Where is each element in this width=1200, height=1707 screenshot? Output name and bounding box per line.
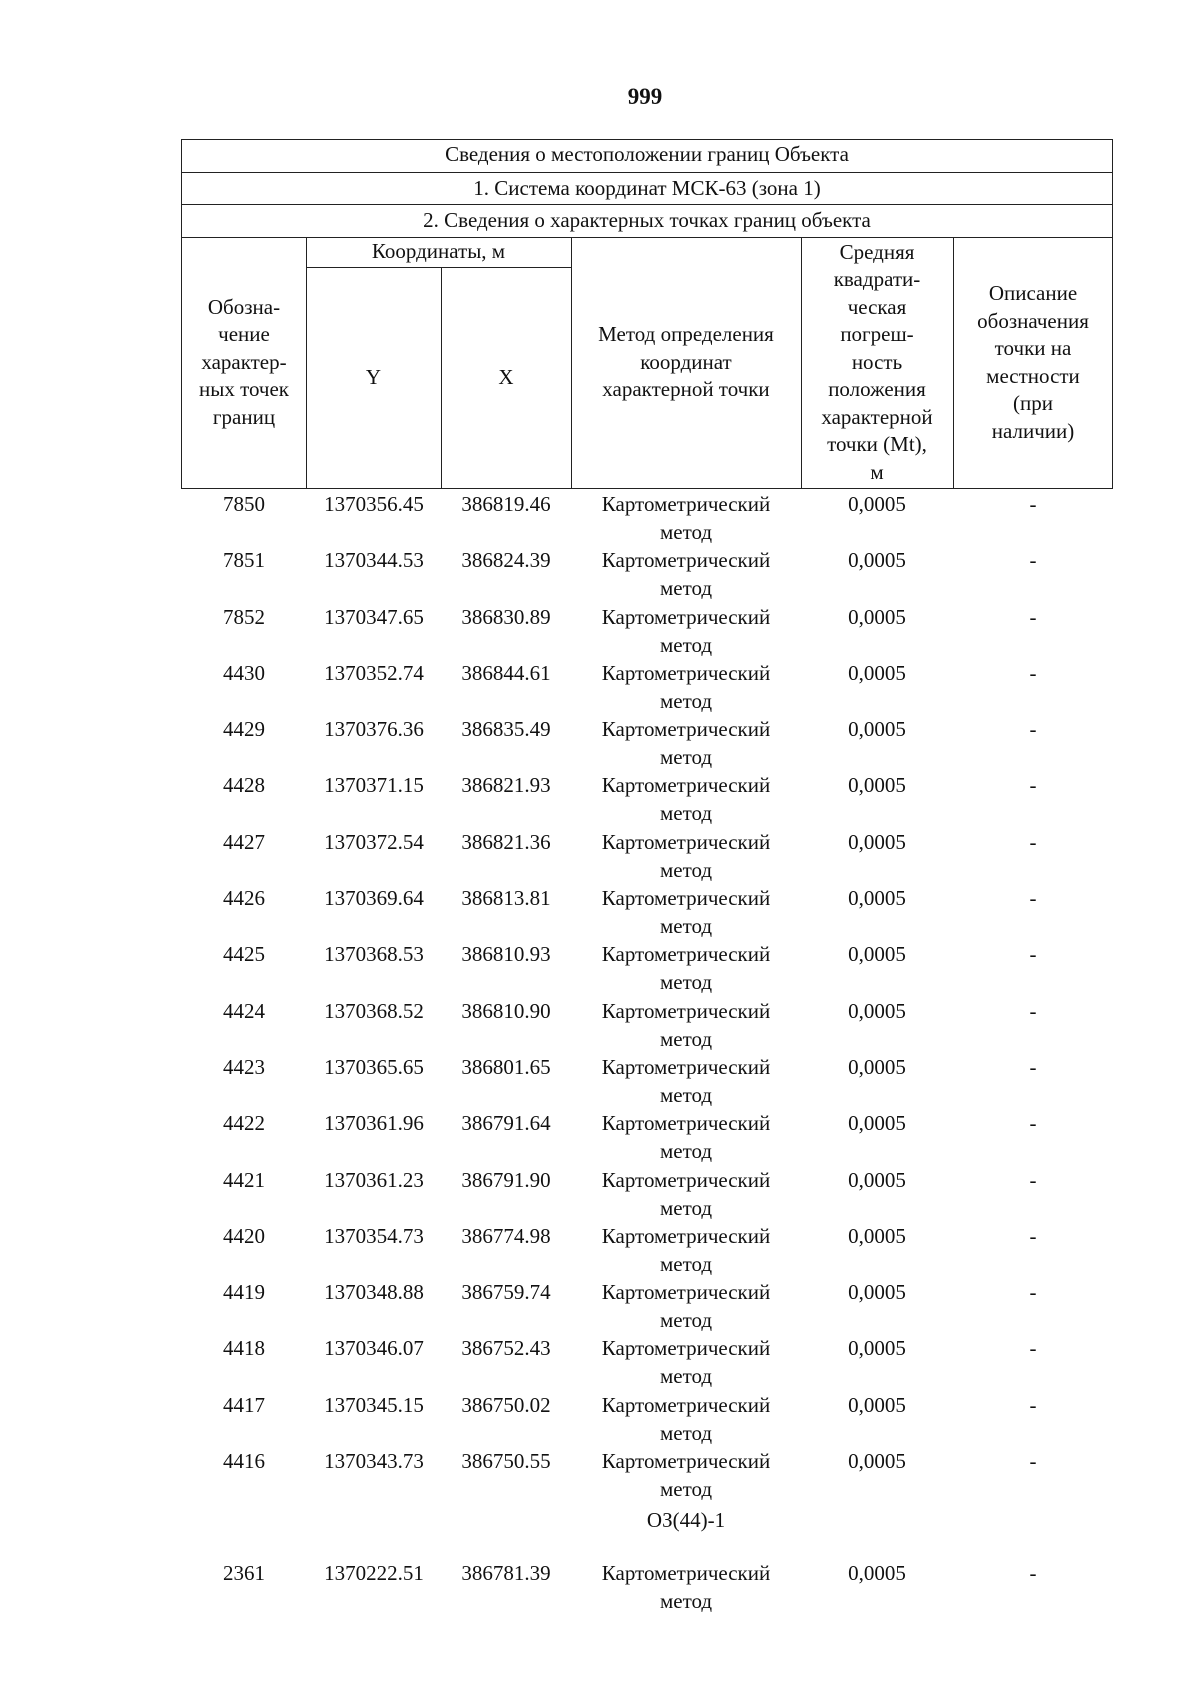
method: Картометрический метод: [601, 717, 771, 770]
description: -: [1029, 1392, 1037, 1417]
method: Картометрический метод: [601, 1223, 771, 1276]
coord-x: 386821.93: [461, 773, 551, 798]
method: Картометрический метод: [601, 1449, 771, 1502]
coord-x: 386752.43: [461, 1336, 551, 1361]
method: Картометрический метод: [601, 829, 771, 882]
point-id: 4428: [223, 773, 265, 798]
coord-y: 1370345.15: [324, 1392, 424, 1417]
point-id: 7852: [223, 604, 265, 629]
table-row: [181, 940, 1113, 996]
coord-y: 1370372.54: [324, 829, 424, 854]
description: -: [1029, 548, 1037, 573]
coord-y: 1370348.88: [324, 1280, 424, 1305]
coordinate-system-title: 1. Система координат МСК-63 (зона 1): [473, 176, 821, 200]
error-value: 0,0005: [848, 1054, 906, 1079]
method: Картометрический метод: [601, 1561, 771, 1614]
method: Картометрический метод: [601, 998, 771, 1051]
description: -: [1029, 886, 1037, 911]
coord-x: 386750.55: [461, 1449, 551, 1474]
coord-y: 1370344.53: [324, 548, 424, 573]
method: Картометрический метод: [601, 660, 771, 713]
coord-y: 1370354.73: [324, 1223, 424, 1248]
coord-x: 386781.39: [461, 1561, 551, 1586]
coord-x: 386821.36: [461, 829, 551, 854]
error-value: 0,0005: [848, 1449, 906, 1474]
error-value: 0,0005: [848, 773, 906, 798]
error-value: 0,0005: [848, 886, 906, 911]
point-id: 4420: [223, 1223, 265, 1248]
point-id: 4427: [223, 829, 265, 854]
coord-y: 1370376.36: [324, 717, 424, 742]
point-id: 7850: [223, 492, 265, 516]
table-title: Сведения о местоположении границ Объекта: [445, 142, 849, 166]
header-error: Средняя квадрати- ческая погреш- ность положения характерной точки (Mt), м: [821, 239, 933, 484]
table-row: [181, 1334, 1113, 1390]
coord-y: 1370343.73: [324, 1449, 424, 1474]
coord-x: 386801.65: [461, 1054, 551, 1079]
coord-y: 1370347.65: [324, 604, 424, 629]
error-value: 0,0005: [848, 492, 906, 516]
page-number: 999: [627, 84, 663, 109]
coord-x: 386844.61: [461, 660, 551, 685]
table-row: [181, 884, 1113, 940]
point-id: 4425: [223, 942, 265, 967]
method: Картометрический метод: [601, 1167, 771, 1220]
error-value: 0,0005: [848, 829, 906, 854]
error-value: 0,0005: [848, 1280, 906, 1305]
method: Картометрический метод: [601, 773, 771, 826]
section-label: [181, 1503, 1113, 1559]
table-row: [181, 828, 1113, 884]
coord-y: 1370352.74: [324, 660, 424, 685]
coord-x: 386759.74: [461, 1280, 551, 1305]
method: Картометрический метод: [601, 604, 771, 657]
coord-x: 386819.46: [461, 492, 551, 516]
description: -: [1029, 660, 1037, 685]
method: Картометрический метод: [601, 886, 771, 939]
table-header: [181, 139, 1113, 489]
coord-y: 1370369.64: [324, 886, 424, 911]
description: -: [1029, 1561, 1037, 1586]
table-row: [181, 715, 1113, 771]
coord-x: 386824.39: [461, 548, 551, 573]
method: Картометрический метод: [601, 1336, 771, 1389]
coord-x: 386810.90: [461, 998, 551, 1023]
header-method: Метод определения координат характерной точки: [598, 322, 774, 402]
coord-y: 1370368.53: [324, 942, 424, 967]
coord-x: 386791.64: [461, 1111, 551, 1136]
coord-y: 1370361.23: [324, 1167, 424, 1192]
coord-y: 1370356.45: [324, 492, 424, 516]
table-row: [181, 546, 1113, 602]
method: Картометрический метод: [601, 942, 771, 995]
description: -: [1029, 1280, 1037, 1305]
header-y: Y: [365, 364, 382, 389]
points-section-title: 2. Сведения о характерных точках границ объекта: [423, 208, 871, 232]
header-x: X: [498, 364, 514, 389]
coord-x: 386791.90: [461, 1167, 551, 1192]
method: Картометрический метод: [601, 1111, 771, 1164]
table-row: [181, 1391, 1113, 1447]
table-row: [181, 603, 1113, 659]
method: Картометрический метод: [601, 492, 771, 544]
error-value: 0,0005: [848, 548, 906, 573]
header-description: Описание обозначения точки на местности (при наличии): [977, 281, 1089, 443]
error-value: 0,0005: [848, 660, 906, 685]
coord-y: 1370371.15: [324, 773, 424, 798]
point-id: 4423: [223, 1054, 265, 1079]
point-id: 2361: [223, 1561, 265, 1586]
description: -: [1029, 492, 1037, 516]
point-id: 4430: [223, 660, 265, 685]
method: Картометрический метод: [601, 1280, 771, 1333]
table-row: [181, 1109, 1113, 1165]
coord-y: 1370346.07: [324, 1336, 424, 1361]
point-id: 7851: [223, 548, 265, 573]
description: -: [1029, 717, 1037, 742]
description: -: [1029, 1111, 1037, 1136]
method: Картометрический метод: [601, 548, 771, 601]
error-value: 0,0005: [848, 1111, 906, 1136]
coord-x: 386835.49: [461, 717, 551, 742]
description: -: [1029, 998, 1037, 1023]
error-value: 0,0005: [848, 1167, 906, 1192]
point-id: 4422: [223, 1111, 265, 1136]
point-id: 4416: [223, 1449, 265, 1474]
table-row: [181, 490, 1113, 546]
error-value: 0,0005: [848, 604, 906, 629]
description: -: [1029, 942, 1037, 967]
error-value: 0,0005: [848, 717, 906, 742]
description: -: [1029, 604, 1037, 629]
table-row: [181, 1278, 1113, 1334]
description: -: [1029, 1336, 1037, 1361]
point-id: 4424: [223, 998, 265, 1023]
method: Картометрический метод: [601, 1054, 771, 1107]
error-value: 0,0005: [848, 1392, 906, 1417]
method: Картометрический метод: [601, 1392, 771, 1445]
error-value: 0,0005: [848, 1561, 906, 1586]
table-row: [181, 659, 1113, 715]
section-label-text: ОЗ(44)-1: [646, 1508, 726, 1533]
coord-y: 1370222.51: [324, 1561, 424, 1586]
description: -: [1029, 773, 1037, 798]
point-id: 4429: [223, 717, 265, 742]
point-id: 4426: [223, 886, 265, 911]
table-row: [181, 997, 1113, 1053]
description: -: [1029, 829, 1037, 854]
header-designation: Обозна- чение характер- ных точек границ: [198, 294, 290, 429]
coord-y: 1370368.52: [324, 998, 424, 1023]
coord-x: 386750.02: [461, 1392, 551, 1417]
error-value: 0,0005: [848, 998, 906, 1023]
coord-y: 1370365.65: [324, 1054, 424, 1079]
description: -: [1029, 1449, 1037, 1474]
coord-x: 386810.93: [461, 942, 551, 967]
coord-x: 386774.98: [461, 1223, 551, 1248]
table-row: [181, 1222, 1113, 1278]
table-row: [181, 1447, 1113, 1503]
description: -: [1029, 1054, 1037, 1079]
error-value: 0,0005: [848, 1223, 906, 1248]
point-id: 4421: [223, 1167, 265, 1192]
header-coordinates: Координаты, м: [371, 239, 506, 264]
table-row: [181, 1166, 1113, 1222]
table-row: [181, 1053, 1113, 1109]
point-id: 4419: [223, 1280, 265, 1305]
table-row: [181, 1559, 1113, 1615]
coord-x: 386830.89: [461, 604, 551, 629]
point-id: 4417: [223, 1392, 265, 1417]
error-value: 0,0005: [848, 1336, 906, 1361]
error-value: 0,0005: [848, 942, 906, 967]
description: -: [1029, 1167, 1037, 1192]
table-row: [181, 771, 1113, 827]
coord-y: 1370361.96: [324, 1111, 424, 1136]
table-body: [181, 490, 1113, 1616]
coord-x: 386813.81: [461, 886, 551, 911]
description: -: [1029, 1223, 1037, 1248]
point-id: 4418: [223, 1336, 265, 1361]
